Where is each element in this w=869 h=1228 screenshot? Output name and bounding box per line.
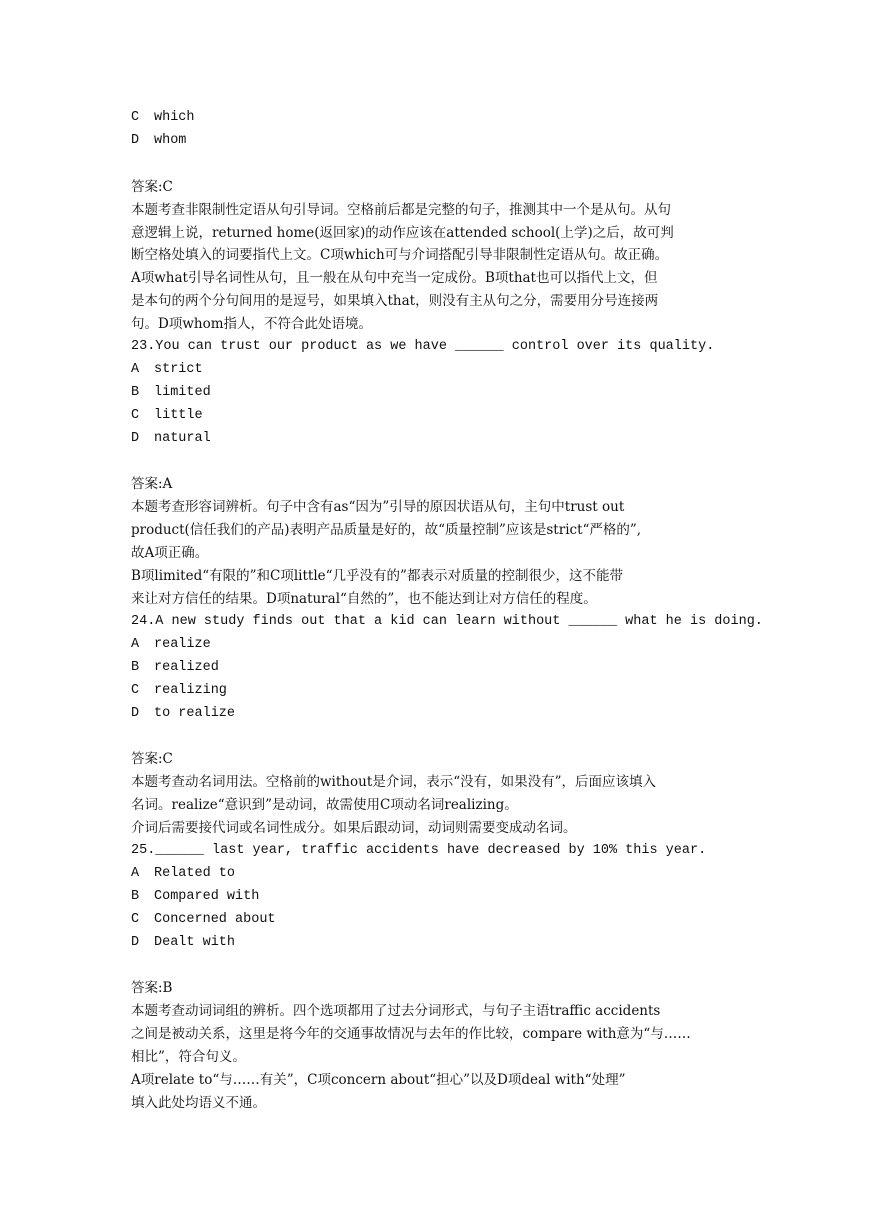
option-b: B realized [131, 659, 219, 675]
option-c: C which [131, 110, 195, 125]
explanation-line: 来让对方信任的结果。D项natural“自然的”，也不能达到让对方信任的程度。 [131, 591, 597, 607]
question-text: 24.A new study finds out that a kid can learn without ______ what he is doing. [131, 613, 763, 629]
explanation-line: 填入此处均语义不通。 [131, 1094, 266, 1111]
option-d: D to realize [131, 705, 236, 721]
question-block-24 [131, 611, 763, 840]
question-text: 25.______ last year, traffic accidents have decreased by 10% this year. [131, 842, 707, 858]
answer-label: 答案:B [131, 980, 173, 997]
question-block-22 [131, 107, 743, 336]
spacer [131, 451, 743, 474]
explanation-line: 之间是被动关系，这里是将今年的交通事故情况与去年的作比较，compare with意为“与…… [131, 1026, 691, 1043]
question-text: 23.You can trust our product as we have ______ control over its quality. [131, 339, 715, 355]
spacer [131, 725, 743, 748]
option-b: B limited [131, 384, 211, 400]
option-d: D natural [131, 430, 211, 446]
option-c: C realizing [131, 682, 227, 698]
explanation-line: 句。D项whom指人，不符合此处语境。 [131, 316, 373, 333]
question-block-25 [131, 840, 743, 1115]
explanation-line: product(信任我们的产品)表明产品质量是好的，故“质量控制”应该是strict“严格的”, [131, 522, 642, 539]
question-block-23 [131, 336, 743, 611]
option-c: C little [131, 407, 203, 423]
option-d: D Dealt with [131, 934, 236, 950]
option-a: A realize [131, 636, 211, 652]
explanation-line: 本题考查动词词组的辨析。四个选项都用了过去分词形式，与句子主语traffic accidents [131, 1003, 661, 1020]
explanation-line: 意逻辑上说，returned home(返回家)的动作应该在attended school(上学)之后，故可判 [131, 224, 674, 241]
option-b: B Compared with [131, 888, 260, 904]
document-page [131, 107, 763, 1115]
explanation-line: 本题考查非限制性定语从句引导词。空格前后都是完整的句子，推测其中一个是从句。从句 [131, 201, 671, 218]
spacer [131, 153, 743, 176]
option-c: C Concerned about [131, 911, 276, 927]
answer-label: 答案:C [131, 178, 173, 195]
explanation-line: 名词。realize“意识到”是动词，故需使用C项动名词realizing。 [131, 797, 518, 814]
explanation-line: B项limited“有限的”和C项little“几乎没有的”都表示对质量的控制很少，这不能带 [131, 568, 623, 585]
option-a: A Related to [131, 865, 236, 881]
explanation-line: 故A项正确。 [131, 545, 209, 562]
explanation-line: 断空格处填入的词要指代上文。C项which可与介词搭配引导非限制性定语从句。故正确。 [131, 247, 669, 264]
spacer [131, 954, 743, 977]
explanation-line: 本题考查形容词辨析。句子中含有as“因为”引导的原因状语从句，主句中trust out [131, 499, 625, 516]
answer-label: 答案:A [131, 476, 173, 493]
explanation-line: 是本句的两个分句间用的是逗号，如果填入that，则没有主从句之分，需要用分号连接两 [131, 293, 659, 310]
option-d: D whom [131, 132, 187, 148]
explanation-line: A项relate to“与……有关”，C项concern about“担心”以及D项deal with“处理” [131, 1072, 626, 1088]
explanation-line: 介词后需要接代词或名词性成分。如果后跟动词，动词则需要变成动名词。 [131, 820, 577, 837]
explanation-line: 相比”，符合句义。 [131, 1049, 246, 1066]
explanation-line: A项what引导名词性从句，且一般在从句中充当一定成份。B项that也可以指代上文，但 [131, 270, 658, 287]
answer-label: 答案:C [131, 751, 173, 768]
option-a: A strict [131, 361, 203, 377]
explanation-line: 本题考查动名词用法。空格前的without是介词，表示“没有，如果没有”，后面应该填入 [131, 774, 657, 791]
